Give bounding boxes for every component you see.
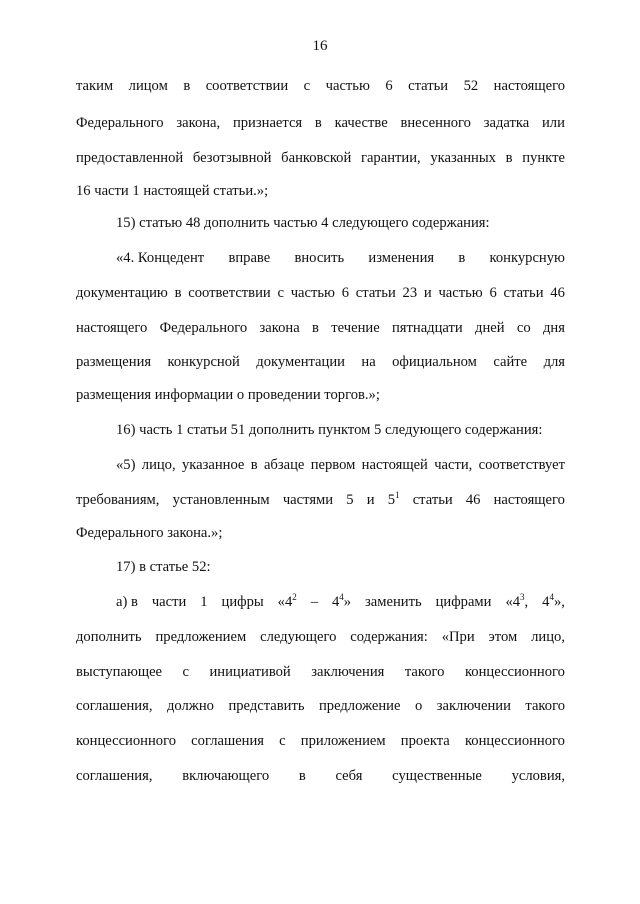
- word: 46: [465, 492, 481, 508]
- word: с: [279, 733, 286, 749]
- word: статьи: [412, 492, 453, 508]
- word: пункте: [522, 150, 565, 166]
- word: указанных: [430, 150, 496, 166]
- word: частью: [325, 78, 370, 94]
- text-line-3: [76, 148, 565, 168]
- word: «При: [441, 629, 475, 645]
- quoted-list-start: «$4^3$,: [505, 592, 529, 610]
- word: банковской: [281, 150, 352, 166]
- word: условия,: [511, 768, 565, 784]
- word: вносить: [294, 250, 345, 266]
- word: с: [182, 664, 190, 680]
- word: соглашения,: [76, 768, 153, 784]
- word: изменения: [368, 250, 435, 266]
- text-line-6: [116, 248, 565, 268]
- word: соглашения: [191, 733, 264, 749]
- word: концессионного: [464, 664, 565, 680]
- word: концессионного: [76, 733, 177, 749]
- word: установленным: [172, 492, 270, 508]
- word: цифрами: [435, 594, 492, 610]
- text-line-9: [76, 352, 565, 372]
- word: документацию: [76, 285, 168, 301]
- word: 5: [346, 492, 354, 508]
- text-line-11: 16) часть 1 статьи 51 дополнить пунктом 5 следующего содержания:: [116, 422, 543, 438]
- word: в: [312, 320, 319, 336]
- word: части: [151, 594, 187, 610]
- word: такого: [404, 664, 445, 680]
- superscript: 4: [339, 592, 344, 603]
- word: со: [516, 320, 531, 336]
- word: вправе: [228, 250, 271, 266]
- word: безотзывной: [192, 150, 272, 166]
- word: концессионного: [464, 733, 565, 749]
- word: 6: [489, 285, 497, 301]
- word: статьи: [408, 78, 449, 94]
- word: настоящего: [493, 78, 565, 94]
- word: первом: [310, 457, 356, 473]
- word: этом: [488, 629, 518, 645]
- superscript-term: $5^1$: [387, 490, 400, 508]
- word: с: [303, 78, 311, 94]
- word: абзаце: [263, 457, 305, 473]
- word: соглашения,: [76, 698, 153, 714]
- word: содержания:: [350, 629, 428, 645]
- text-line-2: [76, 113, 565, 133]
- word: приложением: [300, 733, 386, 749]
- text-line-14: Федерального закона.»;: [76, 525, 223, 541]
- word: должно: [166, 698, 214, 714]
- word: закона: [259, 320, 300, 336]
- word: конкурсную: [489, 250, 565, 266]
- word: в: [505, 150, 513, 166]
- superscript: 4: [549, 592, 554, 603]
- text-line-12: [116, 455, 565, 475]
- word: с: [277, 285, 284, 301]
- superscript: 2: [292, 592, 297, 603]
- word: внесенного: [400, 115, 471, 131]
- superscript: 1: [395, 490, 400, 501]
- word: в: [250, 457, 258, 473]
- word: «4. Концедент: [116, 250, 205, 266]
- word: такого: [525, 698, 565, 714]
- word: настоящего: [493, 492, 565, 508]
- word: соответствии: [205, 78, 289, 94]
- word: о: [414, 698, 423, 714]
- word: проекта: [400, 733, 450, 749]
- text-line-19: [76, 696, 565, 716]
- word: в: [314, 115, 322, 131]
- word: 6: [385, 78, 393, 94]
- word: частями: [282, 492, 334, 508]
- word: себя: [335, 768, 363, 784]
- word: предоставленной: [76, 150, 184, 166]
- word: закона,: [176, 115, 221, 131]
- word: указанное: [181, 457, 245, 473]
- word: статьи: [355, 285, 396, 301]
- text-line-16: [116, 592, 565, 612]
- word: и: [366, 492, 375, 508]
- word: частью: [290, 285, 335, 301]
- word: в: [298, 768, 306, 784]
- word: гарантии,: [360, 150, 421, 166]
- text-line-21: [76, 766, 565, 786]
- text-line-4: 16 части 1 настоящей статьи.»;: [76, 183, 269, 199]
- word: течение: [331, 320, 380, 336]
- word: задатка: [483, 115, 530, 131]
- word: включающего: [182, 768, 270, 784]
- word: предложением: [155, 629, 247, 645]
- text-line-18: [76, 662, 565, 682]
- word: статьи: [503, 285, 544, 301]
- word: в: [458, 250, 466, 266]
- word: документации: [256, 354, 345, 370]
- word: а) в: [116, 594, 138, 610]
- text-line-20: [76, 731, 565, 751]
- word: части,: [434, 457, 473, 473]
- word: размещения: [76, 354, 152, 370]
- dash: –: [310, 594, 319, 610]
- word: заключения: [311, 664, 385, 680]
- word: 6: [341, 285, 350, 301]
- quoted-range-end: $4^4$»: [331, 592, 352, 610]
- word: настоящего: [76, 320, 148, 336]
- word: требованиям,: [76, 492, 160, 508]
- quoted-range: «$4^2$: [277, 592, 297, 610]
- word: инициативой: [209, 664, 291, 680]
- text-line-8: [76, 318, 565, 338]
- superscript: 3: [520, 592, 525, 603]
- text-line-1: [76, 76, 565, 96]
- text-line-13: [76, 490, 565, 510]
- word: цифры: [221, 594, 264, 610]
- word: частью: [438, 285, 483, 301]
- word: 52: [463, 78, 479, 94]
- quoted-list-end: $4^4$»,: [542, 592, 565, 610]
- word: 46: [550, 285, 565, 301]
- word: конкурсной: [167, 354, 240, 370]
- word: в: [183, 78, 191, 94]
- word: 23: [402, 285, 418, 301]
- word: для: [543, 354, 565, 370]
- word: соответствует: [478, 457, 565, 473]
- word: предложение: [318, 698, 401, 714]
- word: признается: [232, 115, 303, 131]
- word: 1: [200, 594, 208, 610]
- word: лицо,: [531, 629, 565, 645]
- word: и: [423, 285, 432, 301]
- text-line-10: размещения информации о проведении торгов.»;: [76, 387, 380, 403]
- word: существенные: [392, 768, 482, 784]
- word: в: [174, 285, 182, 301]
- text-line-7: [76, 283, 565, 303]
- word: Федерального: [76, 115, 164, 131]
- word: «5): [116, 457, 136, 473]
- word: заключении: [436, 698, 511, 714]
- word: пятнадцати: [391, 320, 463, 336]
- word: лицом: [128, 78, 168, 94]
- word: соответствии: [188, 285, 271, 301]
- word: качестве: [334, 115, 388, 131]
- word: представить: [228, 698, 305, 714]
- word: таким: [76, 78, 114, 94]
- word: выступающее: [76, 664, 163, 680]
- text-line-15: 17) в статье 52:: [116, 559, 211, 575]
- word: на: [361, 354, 376, 370]
- word: Федерального: [159, 320, 248, 336]
- page-number: 16: [312, 38, 328, 54]
- text-line-17: [76, 627, 565, 647]
- word: заменить: [365, 594, 422, 610]
- word: сайте: [493, 354, 528, 370]
- word: следующего: [260, 629, 337, 645]
- word: официальном: [392, 354, 477, 370]
- word: дня: [542, 320, 565, 336]
- word: настоящей: [361, 457, 428, 473]
- word: или: [542, 115, 565, 131]
- word: дополнить: [76, 629, 142, 645]
- text-line-5: 15) статью 48 дополнить частью 4 следующего содержания:: [116, 215, 490, 231]
- word: дней: [475, 320, 505, 336]
- word: лицо,: [141, 457, 176, 473]
